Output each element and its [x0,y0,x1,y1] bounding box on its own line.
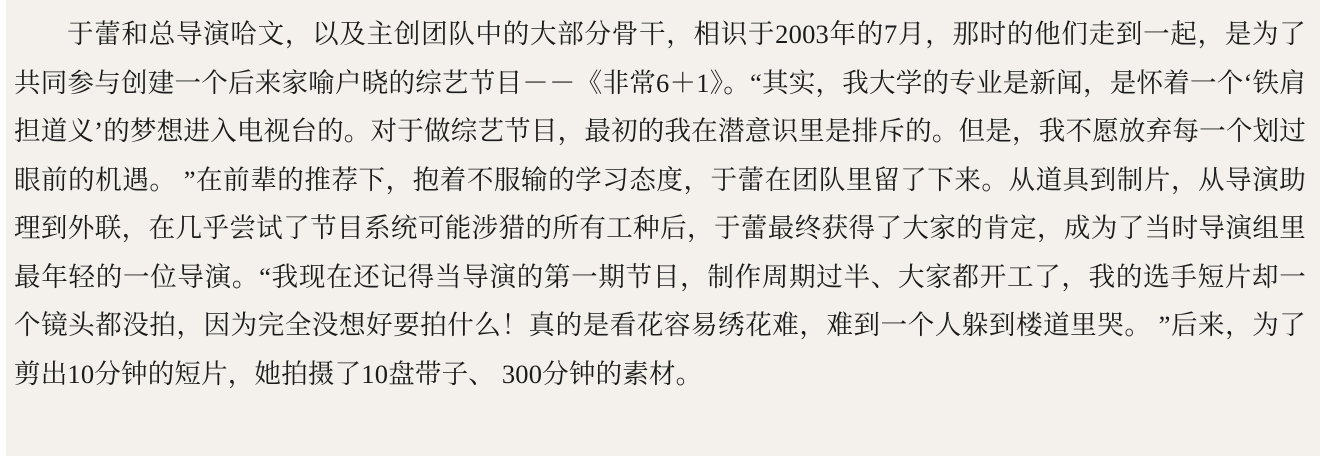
paragraph: 于蕾和总导演哈文，以及主创团队中的大部分骨干，相识于2003年的7月，那时的他们走到一起，是为了共同参与创建一个后来家喻户晓的综艺节目－－《非常6＋1》。“其实，我大学的专业是新闻，是怀着一个‘铁肩担道义’的梦想进入电视台的。对于做综艺节目，最初的我在潜意识里是排斥的。但是，我不愿放弃每一个划过眼前的机遇。 ”在前辈的推荐下，抱着不服输的学习态度，于蕾在团队里留了下来。从道具到制片，从导演助理到外联，在几乎尝试了节目系统可能涉猎的所有工种后，于蕾最终获得了大家的肯定，成为了当时导演组里最年轻的一位导演。“我现在还记得当导演的第一期节目，制作周期过半、大家都开工了，我的选手短片却一个镜头都没拍，因为完全没想好要拍什么！真的是看花容易绣花难，难到一个人躲到楼道里哭。 ”后来，为了剪出10分钟的短片，她拍摄了10盘带子、 300分钟的素材。 [14,19,1306,389]
article-body [14,10,1306,398]
left-margin-rule [0,0,6,456]
